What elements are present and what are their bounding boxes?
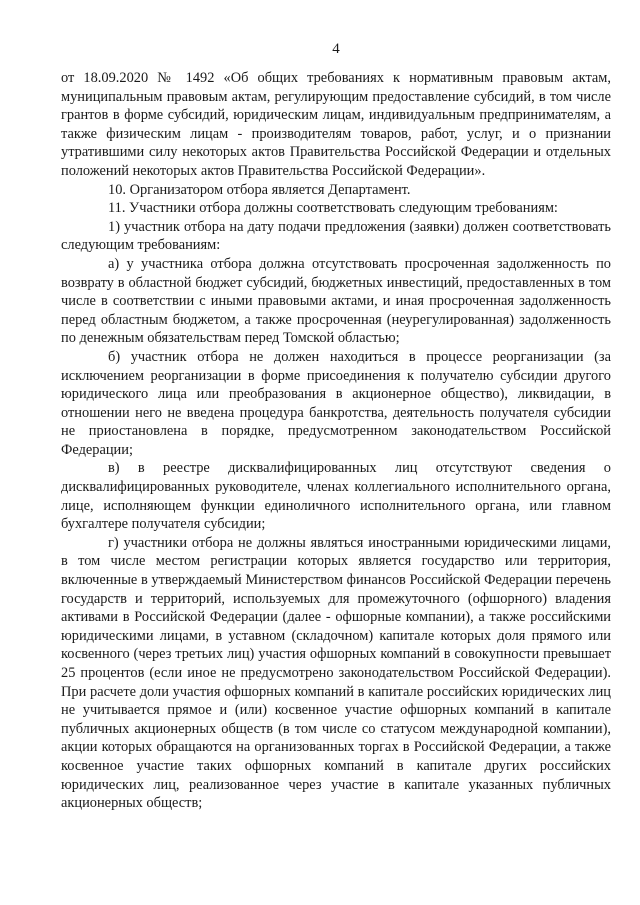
page-number: 4 [332, 41, 340, 57]
paragraph-item-10: 10. Организатором отбора является Департамент. [108, 181, 411, 198]
paragraph-subitem-v: в) в реестре дисквалифицированных лиц отсутствуют сведения о дисквалифицированных руководителе, членах коллегиального исполнительного органа, лице, исполняющем функции единоличного исполнительного органа, или главном бухгалтере получателя субсидии; [61, 460, 611, 533]
paragraph-subitem-g: г) участники отбора не должны являться иностранными юридическими лицами, в том числе местом регистрации которых является государство или территория, включенные в утверждаемый Министерством финансов Российской Федерации перечень государств и территорий, используемых для промежуточного (офшорного) владения активами в Российской Федерации (далее - офшорные компании), а также российскими юридическими лицами, в уставном (складочном) капитале которых доля прямого или косвенного (через третьих лиц) участия офшорных компаний в совокупности превышает 25 процентов (если иное не предусмотрено законодательством Российской Федерации). При расчете доли участия офшорных компаний в капитале российских юридических лиц не учитывается прямое и (или) косвенное участие офшорных компаний в капитале публичных акционерных обществ (в том числе со статусом международной компании), акции которых обращаются на организованных торгах в Российской Федерации, а также косвенное участие таких офшорных компаний в капитале других российских юридических лиц, реализованное через участие в капитале указанных публичных акционерных обществ; [61, 534, 611, 812]
paragraph-subitem-1: 1) участник отбора на дату подачи предложения (заявки) должен соответствовать следующим требованиям: [61, 218, 611, 254]
paragraph-continuation: от 18.09.2020 № 1492 «Об общих требованиях к нормативным правовым актам, муниципальным правовым актам, регулирующим предоставление субсидий, в том числе грантов в форме субсидий, юридическим лицам, индивидуальным предпринимателям, а также физическим лицам - производителям товаров, работ, услуг, и о признании утратившими силу некоторых актов Правительства Российской Федерации и отдельных положений некоторых актов Правительства Российской Федерации». [61, 70, 611, 179]
paragraph-subitem-a: а) у участника отбора должна отсутствовать просроченная задолженность по возврату в областной бюджет субсидий, бюджетных инвестиций, предоставленных в том числе в соответствии с иными правовыми актами, и иная просроченная задолженность перед областным бюджетом, а также просроченная (неурегулированная) задолженность по денежным обязательствам перед Томской областью; [61, 255, 611, 347]
document-page [61, 40, 611, 813]
paragraph-item-11: 11. Участники отбора должны соответствовать следующим требованиям: [108, 200, 558, 217]
paragraph-subitem-b: б) участник отбора не должен находиться в процессе реорганизации (за исключением реорганизации в форме присоединения к получателю субсидии другого юридического лица или преобразования в акционерное общество), ликвидации, в отношении него не введена процедура банкротства, деятельность получателя субсидии не приостановлена в порядке, предусмотренном законодательством Российской Федерации; [61, 348, 611, 458]
